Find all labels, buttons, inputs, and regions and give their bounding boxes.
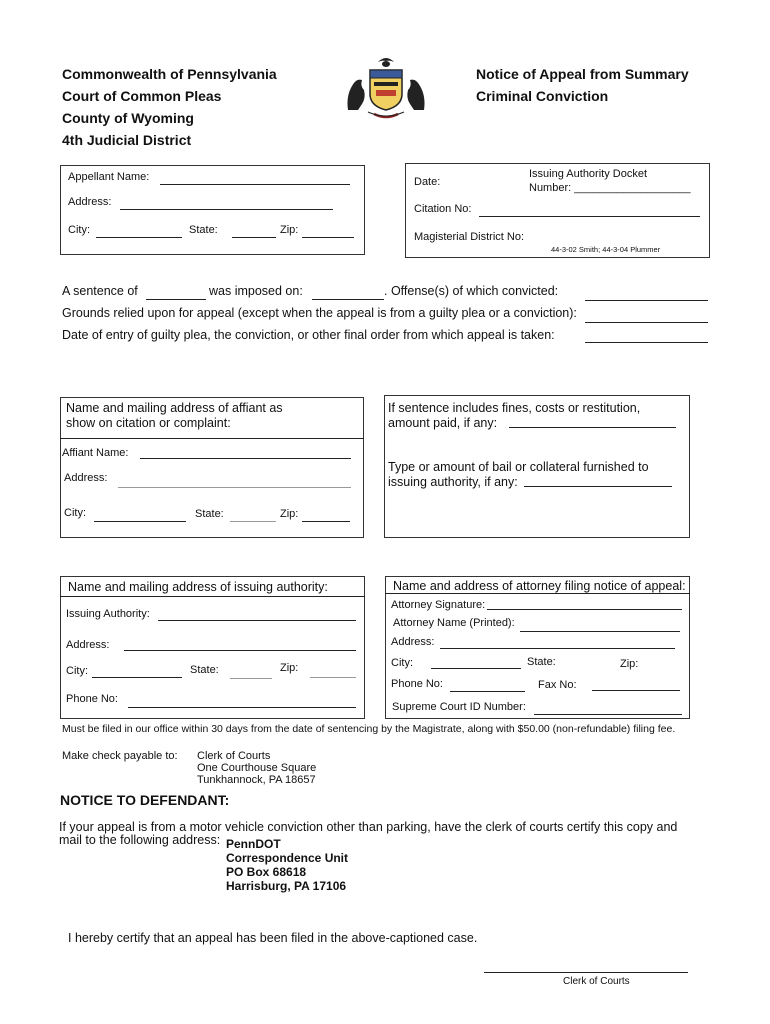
appellant-zip-field[interactable] [302, 225, 354, 238]
appellant-city-label: City: [68, 224, 90, 236]
penndot-address-line-1: PennDOT [226, 837, 281, 851]
supreme-court-id-label: Supreme Court ID Number: [392, 701, 526, 713]
form-title-line-1: Notice of Appeal from Summary [476, 66, 689, 82]
affiant-zip-label: Zip: [280, 508, 299, 520]
appellant-name-field[interactable] [160, 172, 350, 185]
grounds-label: Grounds relied upon for appeal (except when the appeal is from a guilty plea or a conviction): [62, 306, 577, 320]
attorney-signature-field[interactable] [487, 597, 682, 610]
penndot-address-line-2: Correspondence Unit [226, 851, 349, 865]
affiant-address-label: Address: [64, 472, 108, 484]
court-header [62, 63, 277, 151]
issuing-zip-label: Zip: [280, 662, 299, 674]
filing-deadline-note: Must be filed in our office within 30 days from the date of sentencing by the Magistrate, along with $50.00 (non-refundable) filing fee. [62, 723, 676, 735]
fines-amount-field[interactable] [509, 415, 676, 428]
attorney-address-label: Address: [391, 636, 435, 648]
penndot-address [226, 837, 348, 893]
issuing-authority-label: Issuing Authority: [66, 608, 150, 620]
issuing-city-field[interactable] [92, 665, 182, 678]
issuing-authority-field[interactable] [158, 608, 356, 621]
supreme-court-id-field[interactable] [534, 702, 682, 715]
issuing-state-field[interactable] [230, 666, 272, 679]
affiant-name-label: Affiant Name: [62, 447, 129, 459]
citation-no-field[interactable] [479, 204, 700, 217]
sentence-field[interactable] [146, 287, 206, 300]
grounds-field[interactable] [585, 310, 708, 323]
imposed-on-field[interactable] [312, 287, 384, 300]
attorney-signature-label: Attorney Signature: [391, 599, 486, 611]
issuing-phone-field[interactable] [128, 695, 356, 708]
attorney-fax-field[interactable] [592, 678, 680, 691]
attorney-zip-label: Zip: [620, 658, 639, 670]
bail-label-line-1: Type or amount of bail or collateral furnished to [388, 460, 649, 474]
clerk-signature-caption: Clerk of Courts [563, 976, 630, 987]
magisterial-district-note: 44-3-02 Smith; 44-3-04 Plummer [551, 245, 661, 254]
attorney-name-field[interactable] [520, 619, 680, 632]
affiant-heading-line-1: Name and mailing address of affiant as [66, 401, 283, 415]
form-title-line-2: Criminal Conviction [476, 88, 609, 104]
attorney-heading: Name and address of attorney filing notice of appeal: [393, 579, 686, 593]
issuing-address-field[interactable] [124, 638, 356, 651]
appellant-city-field[interactable] [96, 225, 182, 238]
attorney-name-label: Attorney Name (Printed): [393, 617, 515, 629]
citation-no-label: Citation No: [414, 203, 472, 215]
notice-text-line-1: If your appeal is from a motor vehicle conviction other than parking, have the clerk of courts certify this copy and [59, 820, 678, 834]
appellant-name-label: Appellant Name: [68, 171, 150, 183]
entry-date-field[interactable] [585, 330, 708, 343]
attorney-state-label: State: [527, 656, 556, 668]
header-line-district: 4th Judicial District [62, 132, 192, 148]
docket-date-label: Date: [414, 176, 441, 188]
fines-label-line-2: amount paid, if any: [388, 416, 498, 430]
affiant-heading-line-2: show on citation or complaint: [66, 416, 231, 430]
issuing-authority-heading: Name and mailing address of issuing authority: [68, 580, 328, 594]
imposed-on-label: was imposed on: [209, 284, 303, 298]
docket-date-field[interactable] [446, 177, 506, 189]
payee-address [197, 750, 316, 786]
notice-text-line-2: mail to the following address: [59, 833, 221, 847]
issuing-phone-label: Phone No: [66, 693, 118, 705]
issuing-city-label: City: [66, 665, 88, 677]
bail-label-line-2: issuing authority, if any: [388, 475, 518, 489]
attorney-fax-label: Fax No: [538, 679, 577, 691]
bail-amount-field[interactable] [524, 474, 672, 487]
offense-field[interactable] [585, 288, 708, 301]
offense-label: . Offense(s) of which convicted: [384, 284, 559, 298]
payee-line-1: Clerk of Courts [197, 750, 271, 762]
penndot-address-line-4: Harrisburg, PA 17106 [226, 879, 347, 893]
fines-label-line-1: If sentence includes fines, costs or restitution, [388, 401, 641, 415]
entry-date-label: Date of entry of guilty plea, the conviction, or other final order from which appeal is taken: [62, 328, 555, 342]
payee-line-3: Tunkhannock, PA 18657 [197, 774, 316, 786]
appellant-state-label: State: [189, 224, 218, 236]
issuing-docket-label: Issuing Authority Docket [529, 168, 648, 180]
appellant-state-field[interactable] [232, 225, 276, 238]
header-line-commonwealth: Commonwealth of Pennsylvania [62, 66, 277, 82]
affiant-divider [60, 438, 364, 439]
appellant-address-field[interactable] [120, 197, 333, 210]
notice-heading: NOTICE TO DEFENDANT: [60, 792, 230, 808]
issuing-zip-field[interactable] [310, 665, 356, 678]
magisterial-district-label: Magisterial District No: [414, 231, 525, 243]
clerk-signature-field[interactable] [484, 960, 688, 973]
attorney-phone-field[interactable] [450, 679, 525, 692]
affiant-address-field[interactable] [118, 475, 351, 488]
appellant-address-label: Address: [68, 196, 112, 208]
payable-label: Make check payable to: [62, 750, 178, 762]
issuing-divider [60, 596, 365, 597]
attorney-city-field[interactable] [431, 656, 521, 669]
issuing-address-label: Address: [66, 639, 110, 651]
header-line-court: Court of Common Pleas [62, 88, 222, 104]
affiant-city-label: City: [64, 507, 86, 519]
issuing-docket-number-label[interactable]: Number: ___________________ [529, 182, 691, 194]
certify-statement: I hereby certify that an appeal has been filed in the above-captioned case. [68, 931, 478, 945]
attorney-phone-label: Phone No: [391, 678, 443, 690]
attorney-address-field[interactable] [440, 636, 675, 649]
penndot-address-line-3: PO Box 68618 [226, 865, 307, 879]
affiant-name-field[interactable] [140, 446, 351, 459]
issuing-state-label: State: [190, 664, 219, 676]
affiant-zip-field[interactable] [302, 509, 350, 522]
affiant-city-field[interactable] [94, 509, 186, 522]
attorney-divider [385, 593, 690, 594]
affiant-state-field[interactable] [230, 509, 276, 522]
sentence-label: A sentence of [62, 284, 138, 298]
appellant-zip-label: Zip: [280, 224, 299, 236]
pennsylvania-seal-icon [340, 52, 432, 120]
affiant-heading [66, 401, 283, 431]
affiant-state-label: State: [195, 508, 224, 520]
payee-line-2: One Courthouse Square [197, 762, 317, 774]
attorney-city-label: City: [391, 657, 413, 669]
form-title [476, 63, 689, 107]
header-line-county: County of Wyoming [62, 110, 194, 126]
